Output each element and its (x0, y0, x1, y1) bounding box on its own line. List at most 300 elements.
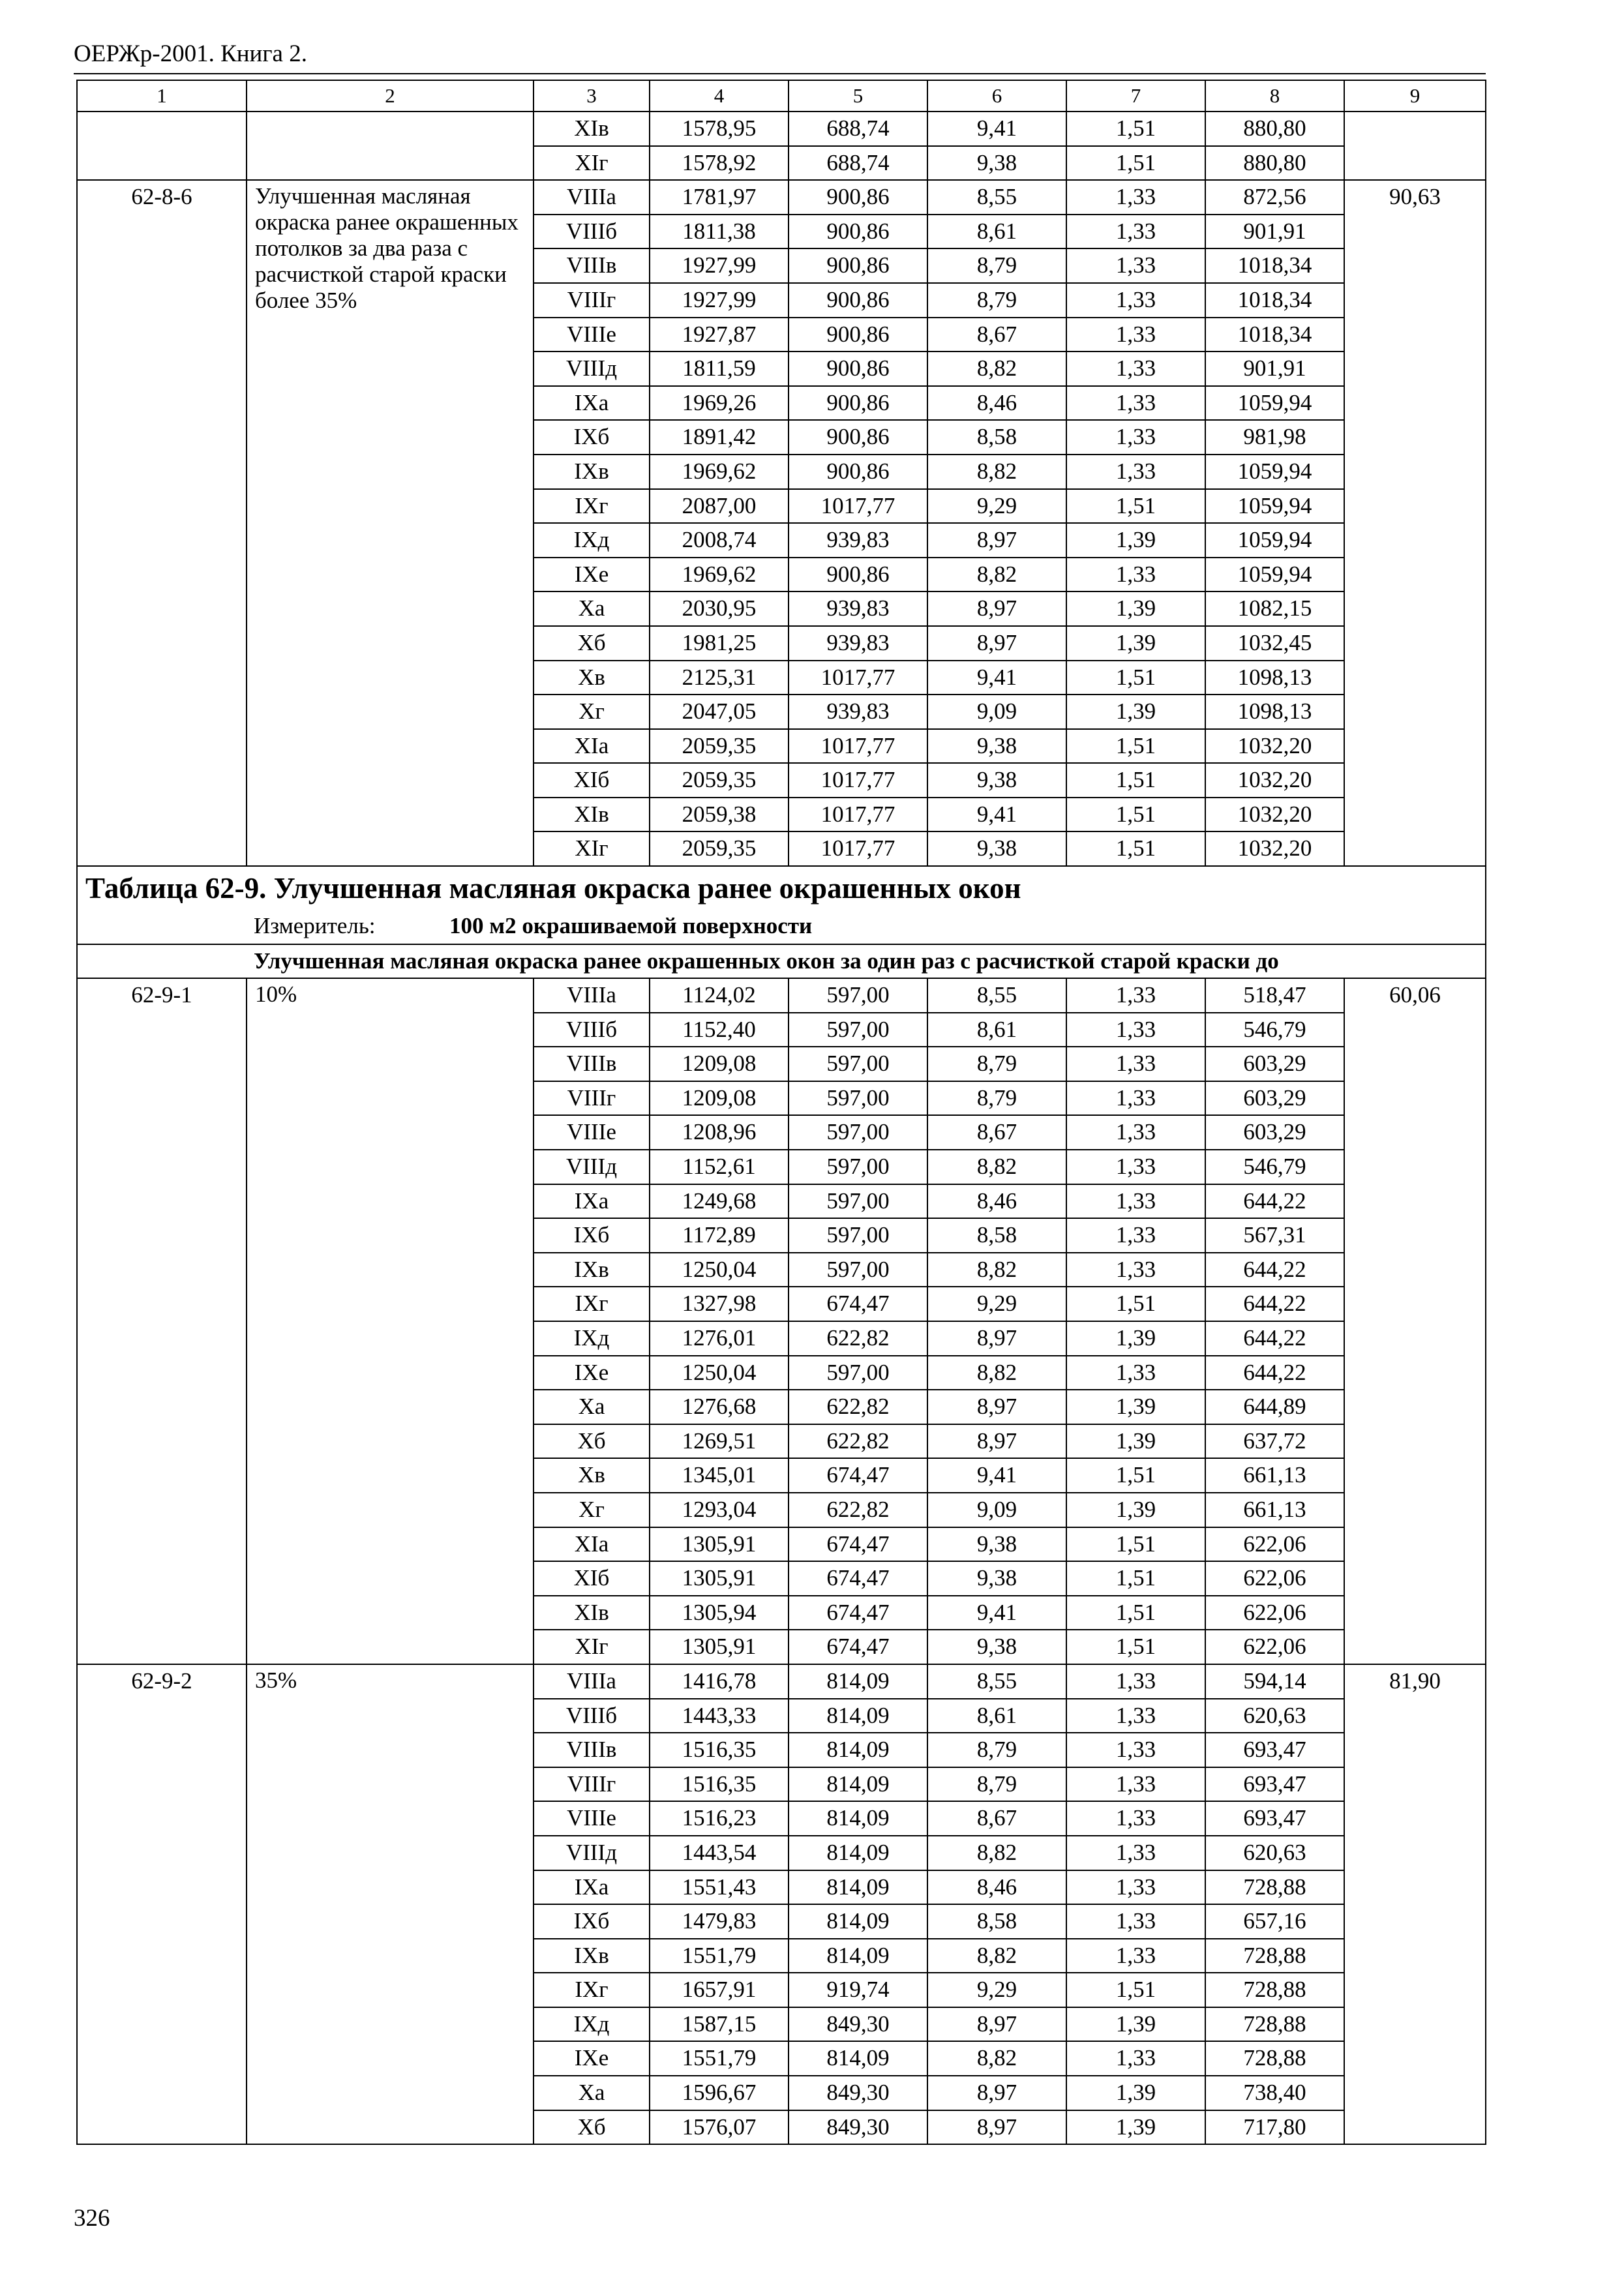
zone-code: IXа (534, 1870, 650, 1905)
materials-cost: 1059,94 (1205, 455, 1344, 489)
machine-cost: 8,79 (927, 1767, 1066, 1802)
zone-code: XIа (534, 1527, 650, 1562)
direct-cost: 1269,51 (650, 1424, 789, 1459)
direct-cost: 1443,33 (650, 1699, 789, 1733)
zone-code: IXа (534, 386, 650, 421)
machine-cost: 8,61 (927, 1013, 1066, 1047)
column-header: 3 (534, 80, 650, 112)
materials-cost: 1059,94 (1205, 489, 1344, 524)
direct-cost: 1172,89 (650, 1218, 789, 1253)
zone-code: XIа (534, 729, 650, 764)
operator-wage: 1,51 (1066, 1561, 1205, 1596)
zone-code: XIв (534, 1596, 650, 1630)
materials-cost: 1098,13 (1205, 661, 1344, 695)
machine-cost: 9,38 (927, 763, 1066, 798)
materials-cost: 1032,20 (1205, 798, 1344, 832)
direct-cost: 2030,95 (650, 591, 789, 626)
direct-cost: 1152,61 (650, 1150, 789, 1184)
column-header: 9 (1344, 80, 1486, 112)
direct-cost: 1516,35 (650, 1733, 789, 1767)
direct-cost: 1443,54 (650, 1836, 789, 1870)
labor-cost: 674,47 (789, 1596, 927, 1630)
direct-cost: 1811,38 (650, 215, 789, 249)
block-62-9-1 (77, 978, 1486, 1664)
direct-cost: 1209,08 (650, 1081, 789, 1116)
operator-wage: 1,33 (1066, 352, 1205, 386)
direct-cost: 2059,35 (650, 763, 789, 798)
zone-code: VIIIа (534, 180, 650, 215)
machine-cost: 9,38 (927, 1630, 1066, 1664)
machine-cost: 8,82 (927, 1939, 1066, 1973)
direct-cost: 1209,08 (650, 1047, 789, 1081)
operator-wage: 1,51 (1066, 1596, 1205, 1630)
zone-code: Xа (534, 591, 650, 626)
direct-cost: 2047,05 (650, 695, 789, 729)
labor-cost: 622,82 (789, 1390, 927, 1424)
direct-cost: 1781,97 (650, 180, 789, 215)
operator-wage: 1,33 (1066, 1184, 1205, 1219)
direct-cost: 1124,02 (650, 978, 789, 1013)
operator-wage: 1,39 (1066, 1390, 1205, 1424)
machine-cost: 9,41 (927, 661, 1066, 695)
direct-cost: 1249,68 (650, 1184, 789, 1219)
labor-cost: 939,83 (789, 626, 927, 661)
labor-cost: 597,00 (789, 1150, 927, 1184)
materials-cost: 546,79 (1205, 1150, 1344, 1184)
machine-cost: 8,55 (927, 180, 1066, 215)
rates-table (76, 80, 1486, 2145)
materials-cost: 622,06 (1205, 1527, 1344, 1562)
direct-cost: 1551,43 (650, 1870, 789, 1905)
operator-wage: 1,33 (1066, 1767, 1205, 1802)
materials-cost: 657,16 (1205, 1904, 1344, 1939)
table-row (77, 112, 1486, 146)
work-description (247, 112, 534, 180)
block-62-8-6 (77, 180, 1486, 866)
section-title-row (77, 944, 1486, 978)
table-title: Таблица 62-9. Улучшенная масляная окраска ранее окрашенных окон (77, 866, 1486, 910)
operator-wage: 1,33 (1066, 1115, 1205, 1150)
zone-code: IXб (534, 420, 650, 455)
materials-cost: 546,79 (1205, 1013, 1344, 1047)
operator-wage: 1,39 (1066, 523, 1205, 558)
zone-code: VIIIв (534, 1733, 650, 1767)
machine-cost: 8,67 (927, 1115, 1066, 1150)
machine-cost: 8,79 (927, 1047, 1066, 1081)
operator-wage: 1,33 (1066, 283, 1205, 318)
materials-cost: 693,47 (1205, 1801, 1344, 1836)
zone-code: Xб (534, 626, 650, 661)
labor-cost: 814,09 (789, 1664, 927, 1699)
materials-cost: 644,22 (1205, 1321, 1344, 1356)
materials-cost: 620,63 (1205, 1836, 1344, 1870)
direct-cost: 1305,91 (650, 1630, 789, 1664)
direct-cost: 1551,79 (650, 1939, 789, 1973)
materials-cost: 1032,45 (1205, 626, 1344, 661)
labor-cost: 1017,77 (789, 661, 927, 695)
machine-cost: 8,46 (927, 386, 1066, 421)
column-header: 2 (247, 80, 534, 112)
materials-cost: 594,14 (1205, 1664, 1344, 1699)
operator-wage: 1,33 (1066, 248, 1205, 283)
zone-code: Xв (534, 661, 650, 695)
labor-cost: 900,86 (789, 215, 927, 249)
materials-cost: 728,88 (1205, 2041, 1344, 2076)
zone-code: VIIIг (534, 283, 650, 318)
materials-cost: 981,98 (1205, 420, 1344, 455)
machine-cost: 8,82 (927, 2041, 1066, 2076)
work-description: 10% (247, 978, 534, 1664)
machine-cost: 8,82 (927, 455, 1066, 489)
materials-cost: 622,06 (1205, 1596, 1344, 1630)
labor-cost: 1017,77 (789, 729, 927, 764)
zone-code: IXг (534, 1973, 650, 2007)
labor-cost: 919,74 (789, 1973, 927, 2007)
machine-cost: 8,58 (927, 1218, 1066, 1253)
operator-wage: 1,33 (1066, 180, 1205, 215)
zone-code: IXд (534, 523, 650, 558)
zone-code: VIIIв (534, 248, 650, 283)
direct-cost: 1969,26 (650, 386, 789, 421)
direct-cost: 1152,40 (650, 1013, 789, 1047)
operator-wage: 1,51 (1066, 798, 1205, 832)
operator-wage: 1,33 (1066, 1664, 1205, 1699)
direct-cost: 1587,15 (650, 2007, 789, 2042)
labor-cost: 622,82 (789, 1424, 927, 1459)
machine-cost: 8,46 (927, 1870, 1066, 1905)
materials-cost: 693,47 (1205, 1733, 1344, 1767)
zone-code: VIIIд (534, 352, 650, 386)
zone-code: VIIIа (534, 1664, 650, 1699)
materials-cost: 901,91 (1205, 215, 1344, 249)
labor-cost: 939,83 (789, 591, 927, 626)
zone-code: IXв (534, 455, 650, 489)
zone-code: IXе (534, 2041, 650, 2076)
machine-cost: 9,41 (927, 1458, 1066, 1493)
operator-wage: 1,39 (1066, 591, 1205, 626)
operator-wage: 1,33 (1066, 1733, 1205, 1767)
table-title-row (77, 866, 1486, 910)
materials-cost: 728,88 (1205, 1870, 1344, 1905)
labor-cost: 597,00 (789, 1081, 927, 1116)
labor-cost: 674,47 (789, 1527, 927, 1562)
labor-cost: 814,09 (789, 1904, 927, 1939)
zone-code: VIIIв (534, 1047, 650, 1081)
labor-cost: 622,82 (789, 1321, 927, 1356)
materials-cost: 603,29 (1205, 1081, 1344, 1116)
machine-cost: 9,38 (927, 1561, 1066, 1596)
table-row (77, 180, 1486, 215)
materials-cost: 1059,94 (1205, 558, 1344, 592)
labor-cost: 1017,77 (789, 489, 927, 524)
labor-cost: 597,00 (789, 1184, 927, 1219)
direct-cost: 1305,91 (650, 1561, 789, 1596)
machine-cost: 8,97 (927, 1390, 1066, 1424)
materials-cost: 880,80 (1205, 146, 1344, 181)
rate-code: 62-9-2 (77, 1664, 247, 2144)
operator-wage: 1,33 (1066, 1356, 1205, 1390)
materials-cost: 644,22 (1205, 1253, 1344, 1287)
block-continuation (77, 112, 1486, 180)
materials-cost: 728,88 (1205, 2007, 1344, 2042)
direct-cost: 1305,94 (650, 1596, 789, 1630)
operator-wage: 1,39 (1066, 2110, 1205, 2145)
labor-cost: 597,00 (789, 1218, 927, 1253)
zone-code: VIIIб (534, 215, 650, 249)
machine-cost: 8,82 (927, 1356, 1066, 1390)
page-number: 326 (74, 2205, 110, 2232)
zone-code: IXв (534, 1253, 650, 1287)
machine-cost: 8,58 (927, 420, 1066, 455)
column-header: 1 (77, 80, 247, 112)
operator-wage: 1,33 (1066, 1253, 1205, 1287)
materials-cost: 738,40 (1205, 2076, 1344, 2110)
zone-code: Xа (534, 1390, 650, 1424)
table-row (77, 978, 1486, 1013)
operator-wage: 1,39 (1066, 2007, 1205, 2042)
zone-code: VIIIе (534, 1115, 650, 1150)
materials-cost: 1018,34 (1205, 248, 1344, 283)
machine-cost: 8,97 (927, 1321, 1066, 1356)
direct-cost: 1305,91 (650, 1527, 789, 1562)
labor-cost: 900,86 (789, 420, 927, 455)
zone-code: VIIIа (534, 978, 650, 1013)
materials-cost: 620,63 (1205, 1699, 1344, 1733)
labor-cost: 1017,77 (789, 763, 927, 798)
meter-value: 100 м2 окрашиваемой поверхности (449, 913, 813, 939)
operator-wage: 1,39 (1066, 1321, 1205, 1356)
labor-cost: 814,09 (789, 1801, 927, 1836)
machine-cost: 9,09 (927, 695, 1066, 729)
materials-cost: 603,29 (1205, 1115, 1344, 1150)
operator-wage: 1,33 (1066, 1081, 1205, 1116)
zone-code: Xг (534, 695, 650, 729)
machine-cost: 8,82 (927, 1253, 1066, 1287)
materials-cost: 1059,94 (1205, 386, 1344, 421)
machine-cost: 8,82 (927, 1836, 1066, 1870)
zone-code: XIб (534, 1561, 650, 1596)
operator-wage: 1,33 (1066, 455, 1205, 489)
machine-cost: 8,61 (927, 1699, 1066, 1733)
direct-cost: 2008,74 (650, 523, 789, 558)
materials-cost: 622,06 (1205, 1561, 1344, 1596)
materials-cost: 1032,20 (1205, 831, 1344, 866)
machine-cost: 8,97 (927, 626, 1066, 661)
column-header-row (77, 80, 1486, 112)
zone-code: VIIIе (534, 1801, 650, 1836)
operator-wage: 1,39 (1066, 695, 1205, 729)
direct-cost: 1811,59 (650, 352, 789, 386)
zone-code: IXд (534, 1321, 650, 1356)
labor-cost: 900,86 (789, 248, 927, 283)
materials-cost: 644,89 (1205, 1390, 1344, 1424)
zone-code: IXа (534, 1184, 650, 1219)
zone-code: Xг (534, 1493, 650, 1527)
page-header: ОЕРЖр-2001. Книга 2. (74, 40, 307, 67)
labor-cost: 849,30 (789, 2110, 927, 2145)
operator-wage: 1,33 (1066, 1836, 1205, 1870)
machine-cost: 8,82 (927, 558, 1066, 592)
materials-cost: 603,29 (1205, 1047, 1344, 1081)
labor-cost: 814,09 (789, 1836, 927, 1870)
operator-wage: 1,33 (1066, 215, 1205, 249)
zone-code: IXб (534, 1218, 650, 1253)
zone-code: Xв (534, 1458, 650, 1493)
zone-code: XIб (534, 763, 650, 798)
materials-cost: 637,72 (1205, 1424, 1344, 1459)
machine-cost: 9,38 (927, 1527, 1066, 1562)
direct-cost: 1578,95 (650, 112, 789, 146)
machine-cost: 9,41 (927, 112, 1066, 146)
operator-wage: 1,33 (1066, 420, 1205, 455)
labor-cost: 900,86 (789, 455, 927, 489)
machine-cost: 8,97 (927, 2007, 1066, 2042)
machine-cost: 9,09 (927, 1493, 1066, 1527)
direct-cost: 1416,78 (650, 1664, 789, 1699)
operator-wage: 1,33 (1066, 1939, 1205, 1973)
labor-cost: 622,82 (789, 1493, 927, 1527)
operator-wage: 1,51 (1066, 1287, 1205, 1321)
machine-cost: 8,55 (927, 978, 1066, 1013)
zone-code: Xа (534, 2076, 650, 2110)
machine-cost: 8,79 (927, 283, 1066, 318)
labor-cost: 900,86 (789, 352, 927, 386)
materials-cost: 872,56 (1205, 180, 1344, 215)
column-header: 7 (1066, 80, 1205, 112)
zone-code: VIIIб (534, 1699, 650, 1733)
zone-code: VIIIг (534, 1767, 650, 1802)
materials-cost: 901,91 (1205, 352, 1344, 386)
machine-cost: 8,97 (927, 591, 1066, 626)
materials-cost: 644,22 (1205, 1356, 1344, 1390)
direct-cost: 1551,79 (650, 2041, 789, 2076)
zone-code: Xб (534, 1424, 650, 1459)
direct-cost: 1516,23 (650, 1801, 789, 1836)
operator-wage: 1,39 (1066, 1493, 1205, 1527)
labor-cost: 597,00 (789, 1253, 927, 1287)
zone-code: Xб (534, 2110, 650, 2145)
column-header: 6 (927, 80, 1066, 112)
materials-cost: 1032,20 (1205, 763, 1344, 798)
labor-cost: 1017,77 (789, 831, 927, 866)
labor-cost: 849,30 (789, 2007, 927, 2042)
operator-wage: 1,51 (1066, 112, 1205, 146)
machine-cost: 8,61 (927, 215, 1066, 249)
direct-cost: 2059,38 (650, 798, 789, 832)
machine-cost: 8,55 (927, 1664, 1066, 1699)
direct-cost: 1596,67 (650, 2076, 789, 2110)
materials-cost: 728,88 (1205, 1939, 1344, 1973)
machine-cost: 8,79 (927, 248, 1066, 283)
direct-cost: 1657,91 (650, 1973, 789, 2007)
materials-cost: 1032,20 (1205, 729, 1344, 764)
machine-cost: 9,29 (927, 1973, 1066, 2007)
zone-code: VIIIд (534, 1150, 650, 1184)
labor-cost: 674,47 (789, 1458, 927, 1493)
labor-cost: 814,09 (789, 1870, 927, 1905)
direct-cost: 2125,31 (650, 661, 789, 695)
machine-cost: 9,41 (927, 1596, 1066, 1630)
labor-cost: 674,47 (789, 1287, 927, 1321)
operator-wage: 1,33 (1066, 386, 1205, 421)
table-row (77, 1664, 1486, 1699)
labor-cost: 900,86 (789, 386, 927, 421)
machine-cost: 8,79 (927, 1733, 1066, 1767)
materials-cost: 622,06 (1205, 1630, 1344, 1664)
operator-wage: 1,33 (1066, 1870, 1205, 1905)
machine-cost: 8,97 (927, 523, 1066, 558)
operator-wage: 1,51 (1066, 661, 1205, 695)
zone-code: IXе (534, 558, 650, 592)
machine-cost: 8,67 (927, 1801, 1066, 1836)
direct-cost: 2059,35 (650, 831, 789, 866)
direct-cost: 1578,92 (650, 146, 789, 181)
zone-code: VIIIб (534, 1013, 650, 1047)
labor-cost: 939,83 (789, 695, 927, 729)
materials-cost: 567,31 (1205, 1218, 1344, 1253)
labor-cost: 849,30 (789, 2076, 927, 2110)
operator-wage: 1,33 (1066, 558, 1205, 592)
materials-cost: 1018,34 (1205, 318, 1344, 352)
machine-cost: 8,82 (927, 352, 1066, 386)
labor-hours: 90,63 (1344, 180, 1486, 866)
direct-cost: 1981,25 (650, 626, 789, 661)
block-62-9-2 (77, 1664, 1486, 2144)
machine-cost: 9,38 (927, 146, 1066, 181)
operator-wage: 1,33 (1066, 1699, 1205, 1733)
labor-cost: 939,83 (789, 523, 927, 558)
meter-cell (77, 910, 1486, 944)
labor-cost: 900,86 (789, 180, 927, 215)
materials-cost: 717,80 (1205, 2110, 1344, 2145)
meter-row (77, 910, 1486, 944)
labor-cost: 814,09 (789, 1939, 927, 1973)
labor-cost: 900,86 (789, 558, 927, 592)
machine-cost: 9,29 (927, 489, 1066, 524)
machine-cost: 9,41 (927, 798, 1066, 832)
labor-cost: 688,74 (789, 112, 927, 146)
direct-cost: 1576,07 (650, 2110, 789, 2145)
operator-wage: 1,33 (1066, 1801, 1205, 1836)
machine-cost: 9,38 (927, 729, 1066, 764)
machine-cost: 8,58 (927, 1904, 1066, 1939)
operator-wage: 1,33 (1066, 1218, 1205, 1253)
operator-wage: 1,51 (1066, 146, 1205, 181)
operator-wage: 1,51 (1066, 1630, 1205, 1664)
operator-wage: 1,33 (1066, 1150, 1205, 1184)
materials-cost: 693,47 (1205, 1767, 1344, 1802)
direct-cost: 2059,35 (650, 729, 789, 764)
section-title: Улучшенная масляная окраска ранее окрашенных окон за один раз с расчисткой старой краски до (77, 944, 1486, 978)
operator-wage: 1,33 (1066, 318, 1205, 352)
direct-cost: 1276,68 (650, 1390, 789, 1424)
zone-code: IXв (534, 1939, 650, 1973)
operator-wage: 1,51 (1066, 763, 1205, 798)
direct-cost: 1327,98 (650, 1287, 789, 1321)
machine-cost: 9,29 (927, 1287, 1066, 1321)
labor-cost: 597,00 (789, 1356, 927, 1390)
zone-code: VIIIе (534, 318, 650, 352)
materials-cost: 518,47 (1205, 978, 1344, 1013)
meter-label: Измеритель: (254, 913, 376, 939)
column-header: 8 (1205, 80, 1344, 112)
labor-cost: 900,86 (789, 283, 927, 318)
operator-wage: 1,39 (1066, 1424, 1205, 1459)
operator-wage: 1,33 (1066, 978, 1205, 1013)
machine-cost: 8,82 (927, 1150, 1066, 1184)
zone-code: XIв (534, 112, 650, 146)
direct-cost: 1479,83 (650, 1904, 789, 1939)
